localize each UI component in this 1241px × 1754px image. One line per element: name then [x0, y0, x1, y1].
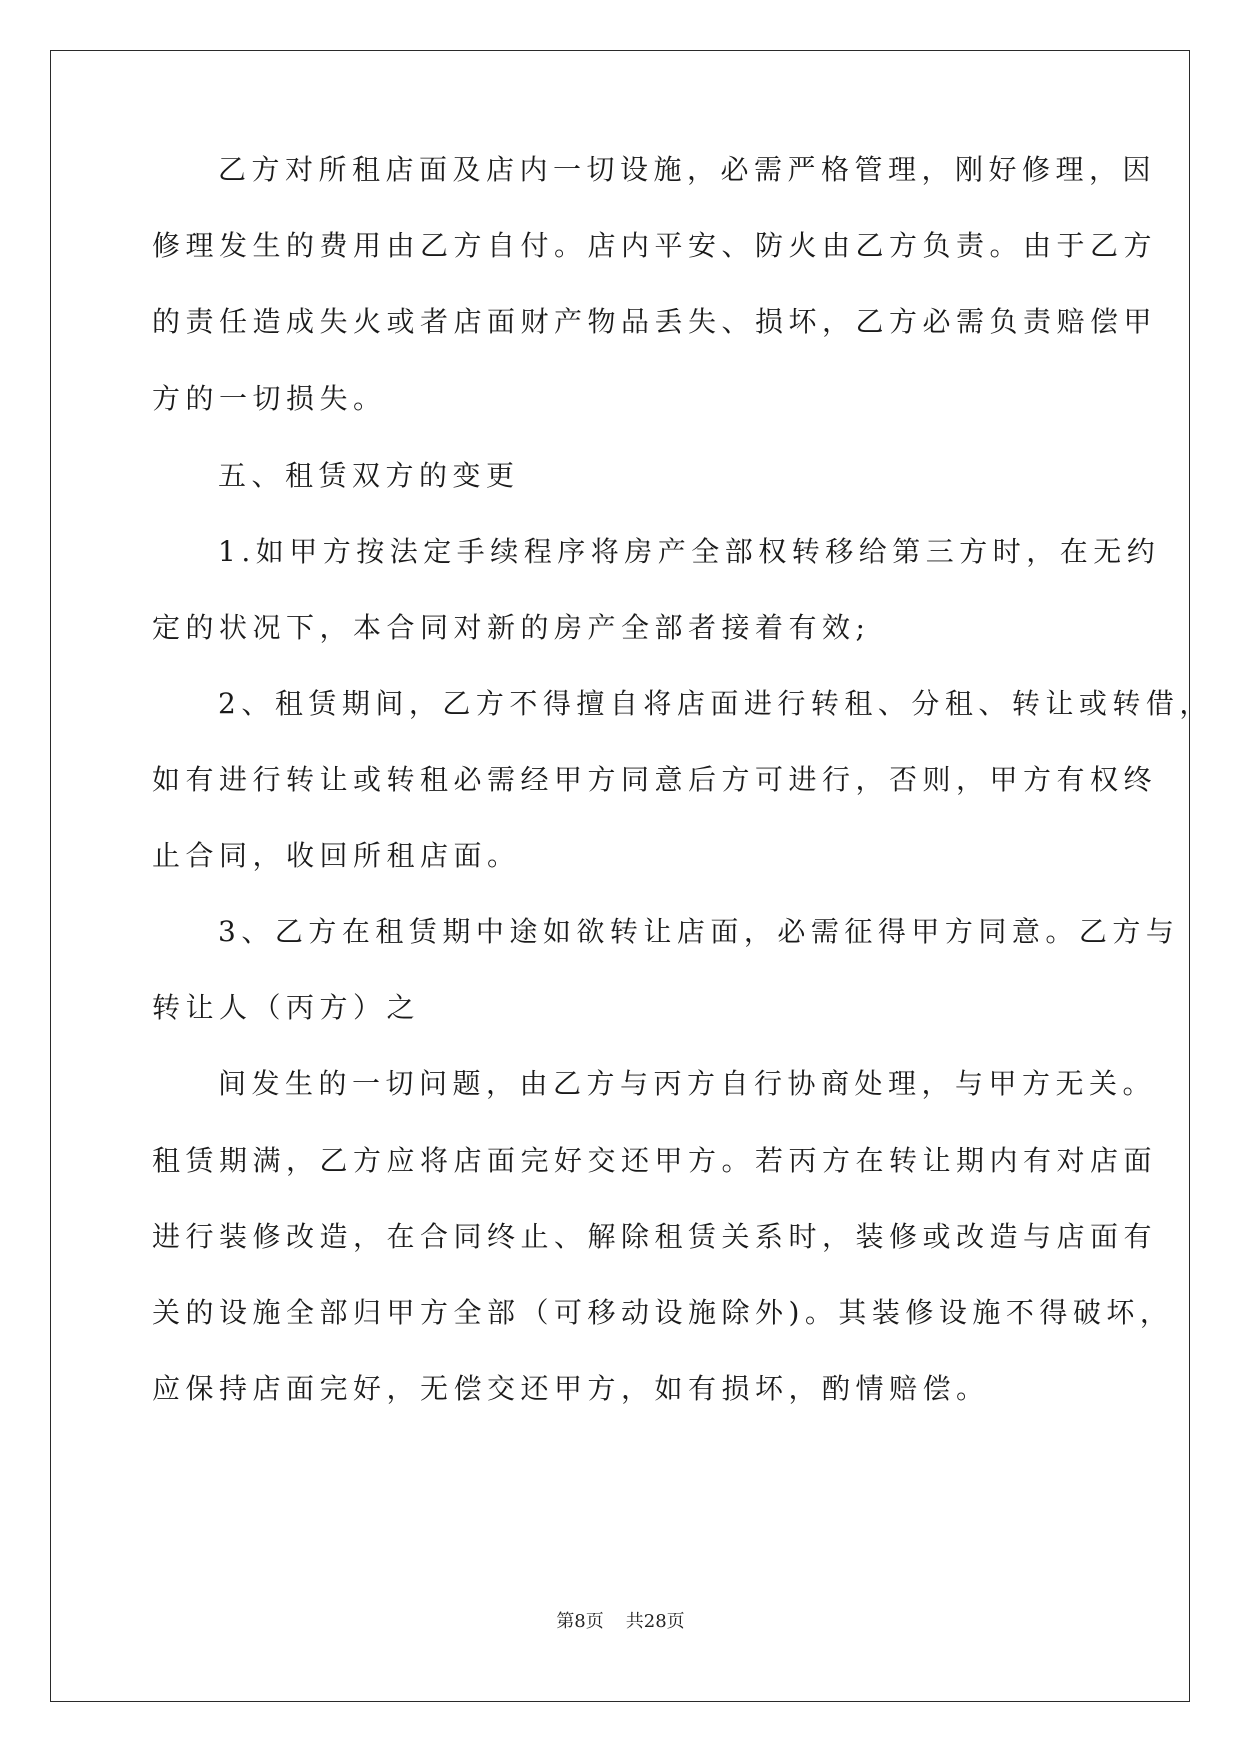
paragraph-line: 间发生的一切问题，由乙方与丙方自行协商处理，与甲方无关。 — [218, 1067, 1157, 1100]
paragraph-line: 止合同，收回所租店面。 — [152, 839, 521, 872]
paragraph-line: 关的设施全部归甲方全部（可移动设施除外)。其装修设施不得破坏， — [152, 1296, 1174, 1329]
section-heading: 五、租赁双方的变更 — [218, 459, 520, 492]
paragraph-line: 定的状况下，本合同对新的房产全部者接着有效; — [152, 611, 871, 644]
paragraph-line: 租赁期满，乙方应将店面完好交还甲方。若丙方在转让期内有对店面 — [152, 1144, 1158, 1177]
page-number: 第8页 — [556, 1611, 604, 1632]
page-border — [50, 50, 1213, 1702]
paragraph-line: 乙方对所租店面及店内一切设施，必需严格管理，刚好修理，因 — [218, 153, 1157, 186]
paragraph-line: 如有进行转让或转租必需经甲方同意后方可进行，否则，甲方有权终 — [152, 763, 1158, 796]
paragraph-line: 3、乙方在租赁期中途如欲转让店面，必需征得甲方同意。乙方与 — [218, 915, 1180, 948]
paragraph-line: 进行装修改造，在合同终止、解除租赁关系时，装修或改造与店面有 — [152, 1220, 1158, 1253]
paragraph-line: 应保持店面完好，无偿交还甲方，如有损坏，酌情赔偿。 — [152, 1372, 990, 1405]
page-total: 共28页 — [625, 1611, 685, 1632]
paragraph-line: 1.如甲方按法定手续程序将房产全部权转移给第三方时，在无约 — [218, 535, 1161, 568]
paragraph-line: 2、租赁期间，乙方不得擅自将店面进行转租、分租、转让或转借， — [218, 687, 1213, 720]
page-footer — [0, 1610, 1241, 1634]
paragraph-line: 的责任造成失火或者店面财产物品丢失、损坏，乙方必需负责赔偿甲 — [152, 305, 1158, 338]
paragraph-line: 方的一切损失。 — [152, 382, 387, 415]
paragraph-line: 转让人（丙方）之 — [152, 991, 421, 1024]
paragraph-line: 修理发生的费用由乙方自付。店内平安、防火由乙方负责。由于乙方 — [152, 229, 1158, 262]
